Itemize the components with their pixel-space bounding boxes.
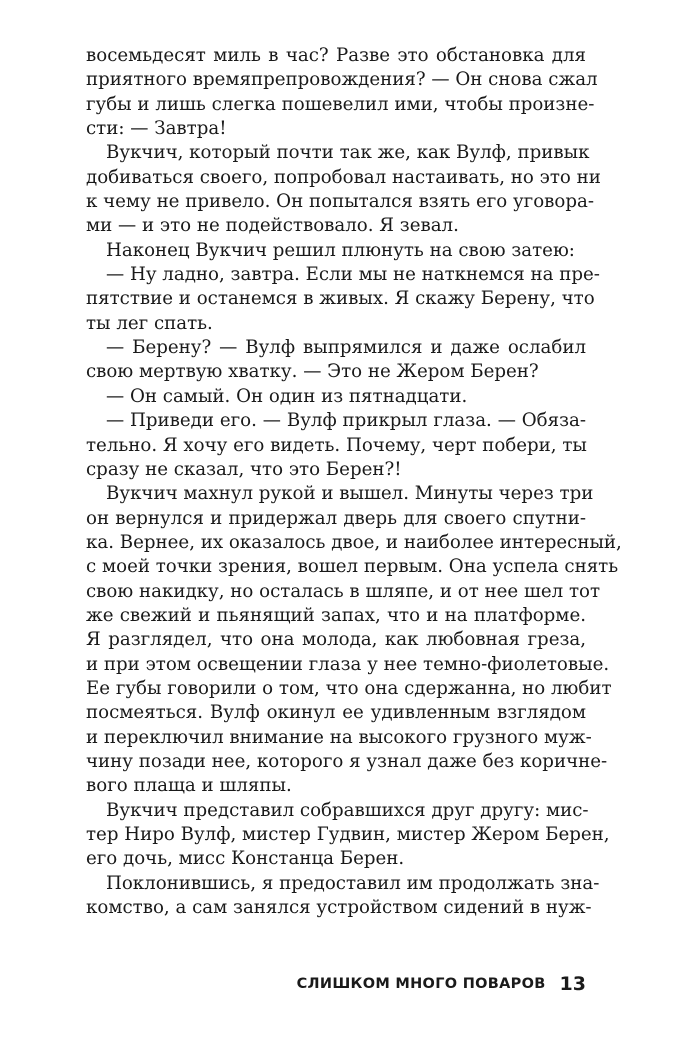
text-line: — Берену? — Вулф выпрямился и даже ослабил bbox=[106, 337, 586, 359]
text-line: и переключил внимание на высокого грузного муж- bbox=[86, 726, 592, 748]
text-line: Вукчич, который почти так же, как Вулф, привык bbox=[106, 142, 590, 164]
text-line: ми — и это не подействовало. Я зевал. bbox=[86, 215, 459, 237]
text-line: Наконец Вукчич решил плюнуть на свою затею: bbox=[106, 239, 575, 261]
text-line: — Приведи его. — Вулф прикрыл глаза. — Обяза- bbox=[106, 410, 586, 432]
text-line: ты лег спать. bbox=[86, 312, 213, 334]
text-line: с моей точки зрения, вошел первым. Она успела снять bbox=[86, 556, 619, 578]
text-line: же свежий и пьянящий запах, что и на платформе. bbox=[86, 604, 586, 626]
text-line: сразу не сказал, что это Берен?! bbox=[86, 458, 402, 480]
text-line: чину позади нее, которого я узнал даже без коричне- bbox=[86, 750, 608, 772]
text-line: Поклонившись, я предоставил им продолжать зна- bbox=[106, 872, 600, 894]
text-line: губы и лишь слегка пошевелил ими, чтобы произне- bbox=[86, 93, 595, 115]
page-footer bbox=[86, 970, 586, 998]
text-line: ка. Вернее, их оказалось двое, и наиболее интересный, bbox=[86, 531, 622, 553]
text-line: его дочь, мисс Констанца Берен. bbox=[86, 848, 405, 870]
body-text bbox=[86, 44, 622, 920]
text-line: Ее губы говорили о том, что она сдержанна, но любит bbox=[86, 677, 612, 699]
page-number: 13 bbox=[559, 973, 586, 995]
text-line: пятствие и останемся в живых. Я скажу Берену, что bbox=[86, 288, 595, 310]
text-line: комство, а сам занялся устройством сидений в нуж- bbox=[86, 897, 592, 919]
text-line: к чему не привело. Он попытался взять его уговора- bbox=[86, 191, 594, 213]
text-line: Я разглядел, что она молода, как любовная греза, bbox=[86, 629, 586, 651]
text-line: свою мертвую хватку. — Это не Жером Берен? bbox=[86, 361, 539, 383]
text-line: добиваться своего, попробовал настаивать, но это ни bbox=[86, 166, 601, 188]
text-line: приятного времяпрепровождения? — Он снова сжал bbox=[86, 69, 598, 91]
running-title: СЛИШКОМ МНОГО ПОВАРОВ bbox=[296, 976, 546, 992]
text-line: Вукчич махнул рукой и вышел. Минуты через три bbox=[106, 483, 594, 505]
text-line: посмеяться. Вулф окинул ее удивленным взглядом bbox=[86, 702, 586, 724]
text-line: — Ну ладно, завтра. Если мы не наткнемся на пре- bbox=[106, 264, 600, 286]
text-line: сти: — Завтра! bbox=[86, 118, 227, 140]
text-line: он вернулся и придержал дверь для своего спутни- bbox=[86, 507, 586, 529]
text-line: тер Ниро Вулф, мистер Гудвин, мистер Жером Берен, bbox=[86, 824, 610, 845]
text-line: вого плаща и шляпы. bbox=[86, 775, 292, 797]
text-line: свою накидку, но осталась в шляпе, и от нее шел тот bbox=[86, 580, 601, 602]
text-line: тельно. Я хочу его видеть. Почему, черт побери, ты bbox=[86, 434, 587, 456]
text-line: Вукчич представил собравшихся друг другу: мис- bbox=[106, 799, 589, 821]
text-line: — Он самый. Он один из пятнадцати. bbox=[106, 385, 468, 407]
text-line: восемьдесят миль в час? Разве это обстановка для bbox=[86, 45, 586, 66]
text-line: и при этом освещении глаза у нее темно-фиолетовые. bbox=[86, 653, 610, 675]
